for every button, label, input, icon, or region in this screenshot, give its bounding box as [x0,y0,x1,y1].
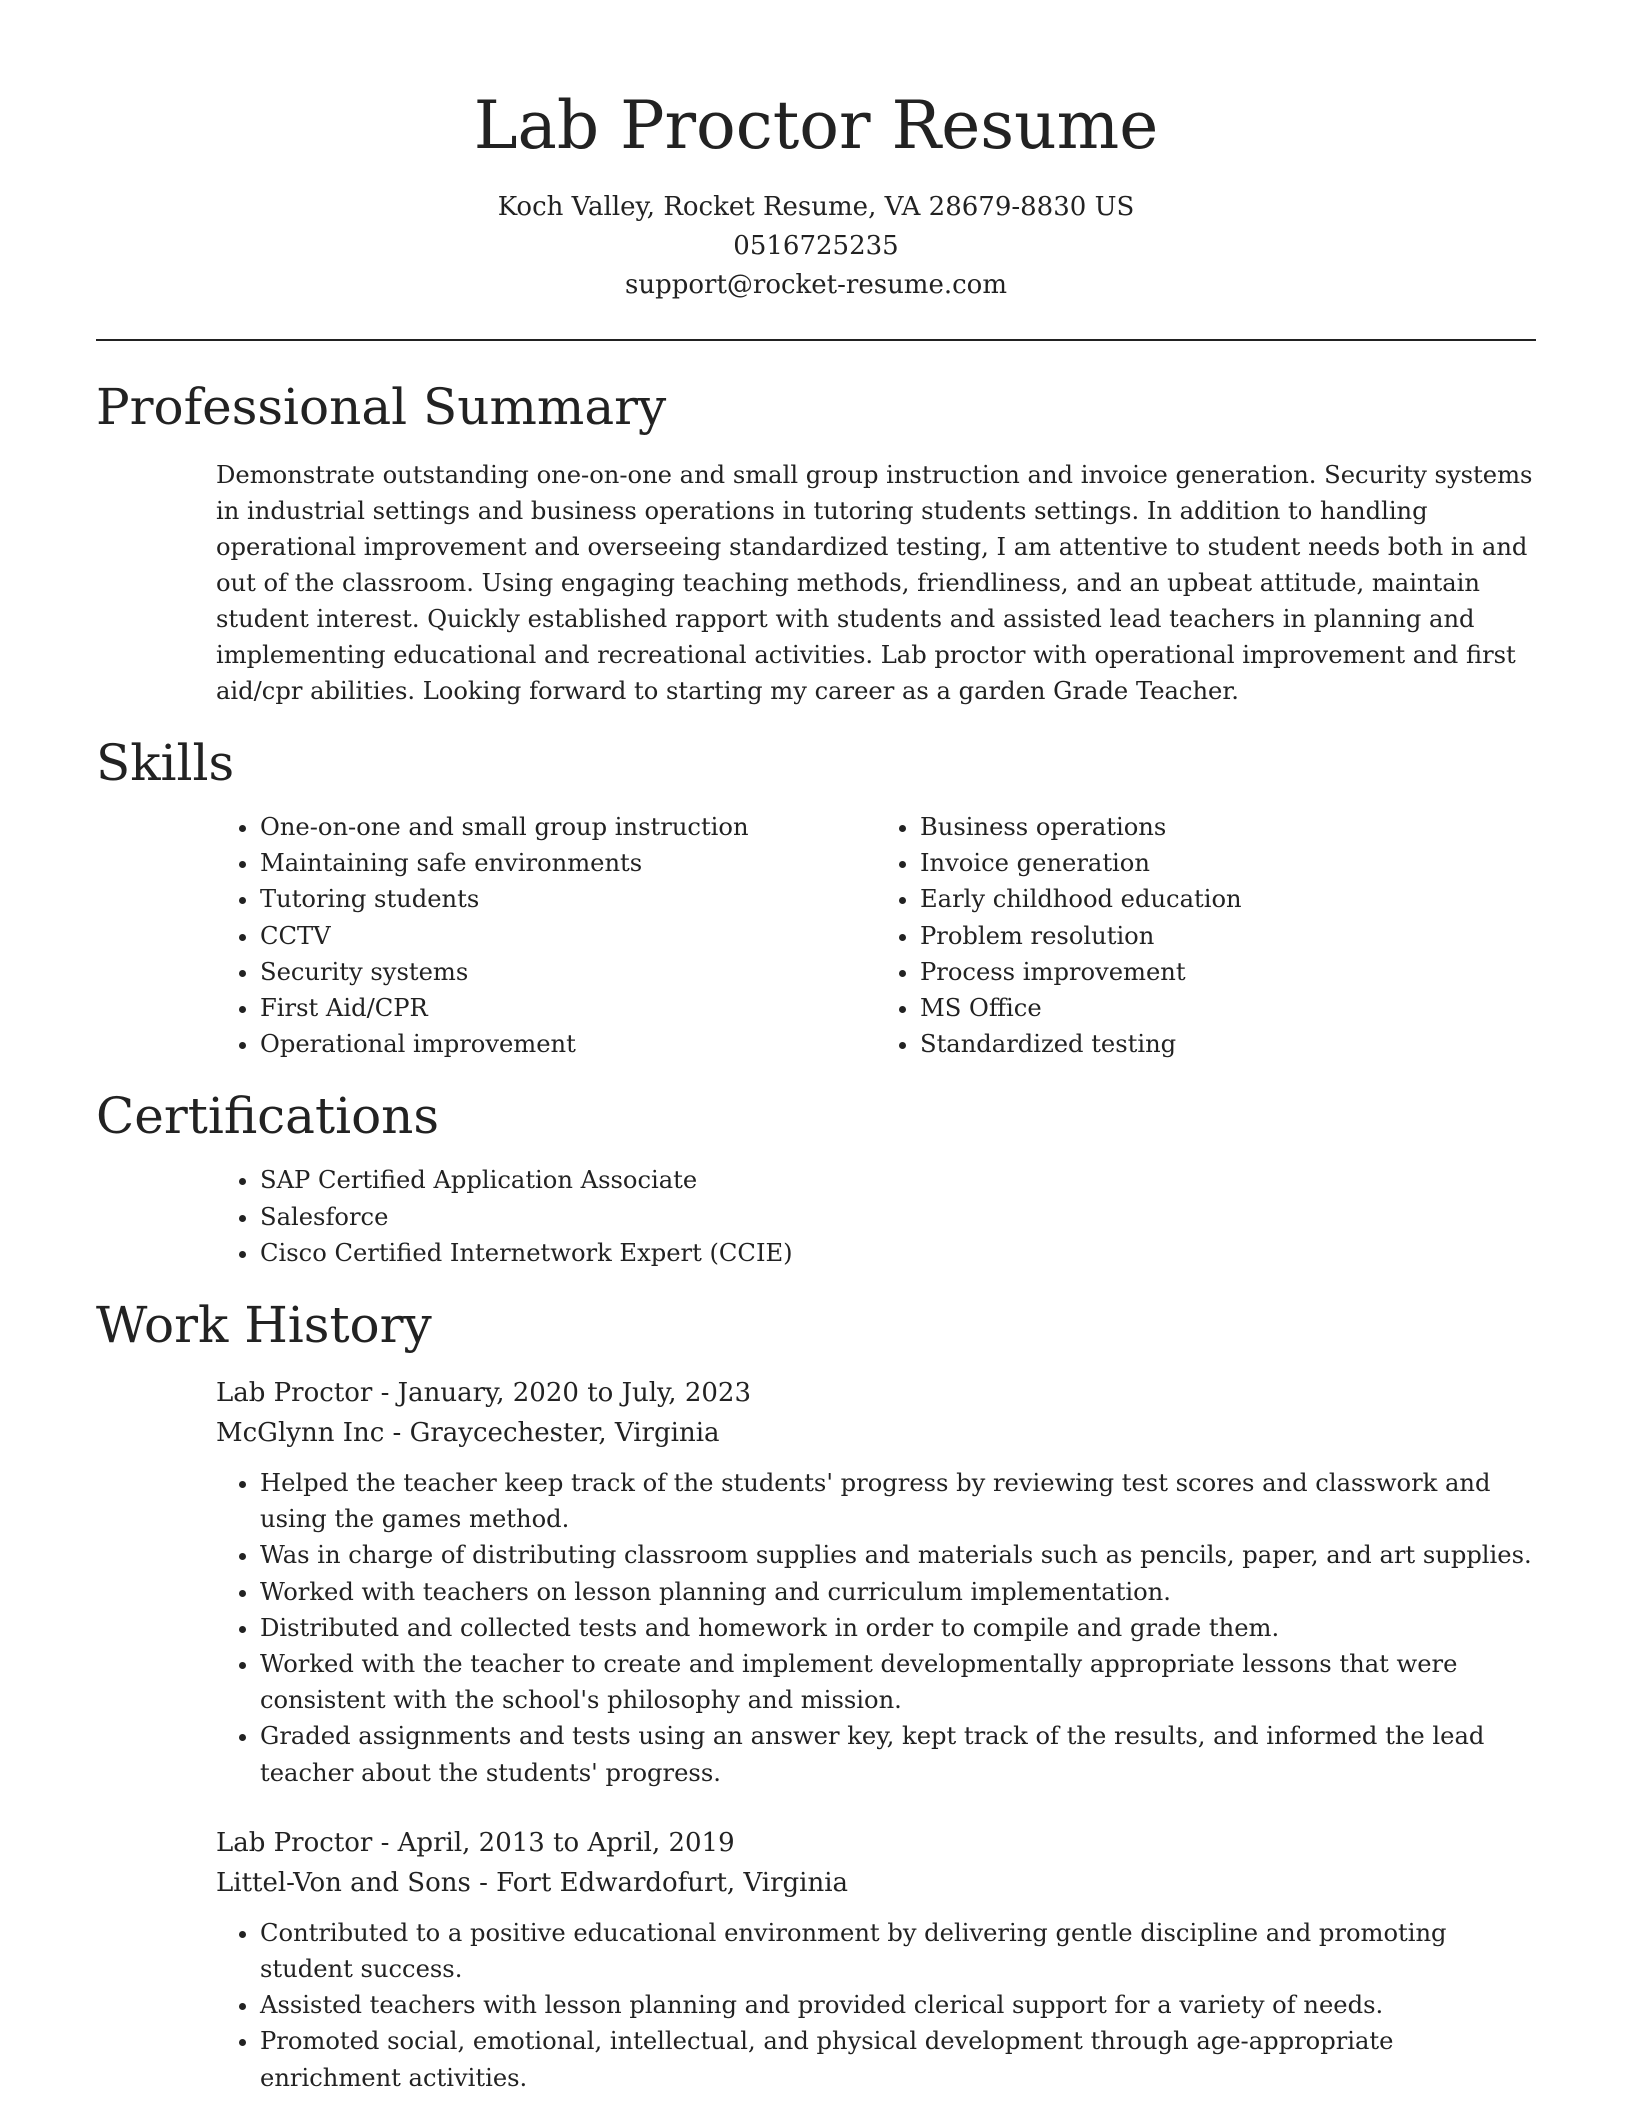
summary-text: Demonstrate outstanding one-on-one and small group instruction and invoice generation. Security systems in industrial settings and business operations in tutoring students settings. In addition to handling operational improvement and overseeing standardized testing, I am attentive to student needs both in and out of the classroom. Using engaging teaching methods, friendliness, and an upbeat attitude, maintain student interest. Quickly established rapport with students and assisted lead teachers in planning and implementing educational and recreational activities. Lab proctor with operational improvement and first aid/cpr abilities. Looking forward to starting my career as a garden Grade Teacher. [216,461,1533,705]
certifications-list [216,1162,1536,1271]
skill-item: • Operational improvement [260,1026,876,1062]
job-location: - Fort Edwardofurt, Virginia [470,1867,849,1898]
skills-column-left [216,809,876,1062]
certification-item: • SAP Certified Application Associate [260,1162,1536,1198]
work-history-heading: Work History [96,1296,432,1355]
job-role: Lab Proctor [216,1378,373,1409]
job-dates: - January, 2020 to July, 2023 [372,1378,751,1409]
resume-page [96,0,1536,2096]
skills-list [216,809,1536,1062]
job-bullets [216,1465,1536,1791]
job-bullet: • Promoted social, emotional, intellectual, and physical development through age-appropriate enrichment activities. [260,2023,1536,2095]
skill-item: • Process improvement [920,954,1536,990]
skill-item: • Invoice generation [920,845,1536,881]
summary-heading: Professional Summary [96,378,667,436]
skill-item: • MS Office [920,990,1536,1026]
job-title-line [216,1373,1536,1413]
job-company-line [216,1863,1536,1903]
job-role: Lab Proctor [216,1827,373,1858]
job-company: Littel-Von and Sons [216,1867,471,1898]
job-bullet: • Helped the teacher keep track of the students' progress by reviewing test scores and classwork and using the games method. [260,1465,1536,1537]
job-bullet: • Contributed to a positive educational environment by delivering gentle discipline and promoting student success. [260,1915,1536,1987]
job-bullet: • Assisted teachers with lesson planning and provided clerical support for a variety of needs. [260,1987,1536,2023]
job-company-line [216,1413,1536,1453]
skills-column-right [876,809,1536,1062]
skill-item: • Maintaining safe environments [260,845,876,881]
job-bullet: • Worked with teachers on lesson planning and curriculum implementation. [260,1574,1536,1610]
certification-item: • Cisco Certified Internetwork Expert (CCIE) [260,1235,1536,1271]
skill-item: • Problem resolution [920,918,1536,954]
address-text: Koch Valley, Rocket Resume, VA 28679-8830 US [497,192,1135,222]
phone-text: 0516725235 [733,231,899,261]
skill-item: • Tutoring students [260,881,876,917]
header-divider [96,339,1536,341]
certification-item: • Salesforce [260,1199,1536,1235]
skill-item: • One-on-one and small group instruction [260,809,876,845]
skill-item: • Business operations [920,809,1536,845]
job-bullets [216,1915,1536,2096]
job-entry [216,1823,1536,2096]
skill-item: • First Aid/CPR [260,990,876,1026]
job-bullet: • Graded assignments and tests using an answer key, kept track of the results, and informed the lead teacher about the students' progress. [260,1718,1536,1790]
job-bullet: • Worked with the teacher to create and implement developmentally appropriate lessons that were consistent with the school's philosophy and mission. [260,1646,1536,1718]
job-dates: - April, 2013 to April, 2019 [372,1827,735,1858]
job-location: - Graycechester, Virginia [384,1418,720,1449]
skill-item: • Early childhood education [920,881,1536,917]
skill-item: • CCTV [260,918,876,954]
skill-item: • Security systems [260,954,876,990]
skills-heading: Skills [96,734,235,792]
contact-block [96,188,1536,305]
email-text: support@rocket-resume.com [624,270,1007,300]
job-entry [216,1373,1536,1791]
job-company: McGlynn Inc [216,1418,385,1449]
resume-title: Lab Proctor Resume [473,87,1159,164]
certifications-heading: Certifications [96,1087,440,1146]
job-title-line [216,1823,1536,1863]
job-bullet: • Was in charge of distributing classroom supplies and materials such as pencils, paper, and art supplies. [260,1537,1536,1573]
job-bullet: • Distributed and collected tests and homework in order to compile and grade them. [260,1610,1536,1646]
skill-item: • Standardized testing [920,1026,1536,1062]
